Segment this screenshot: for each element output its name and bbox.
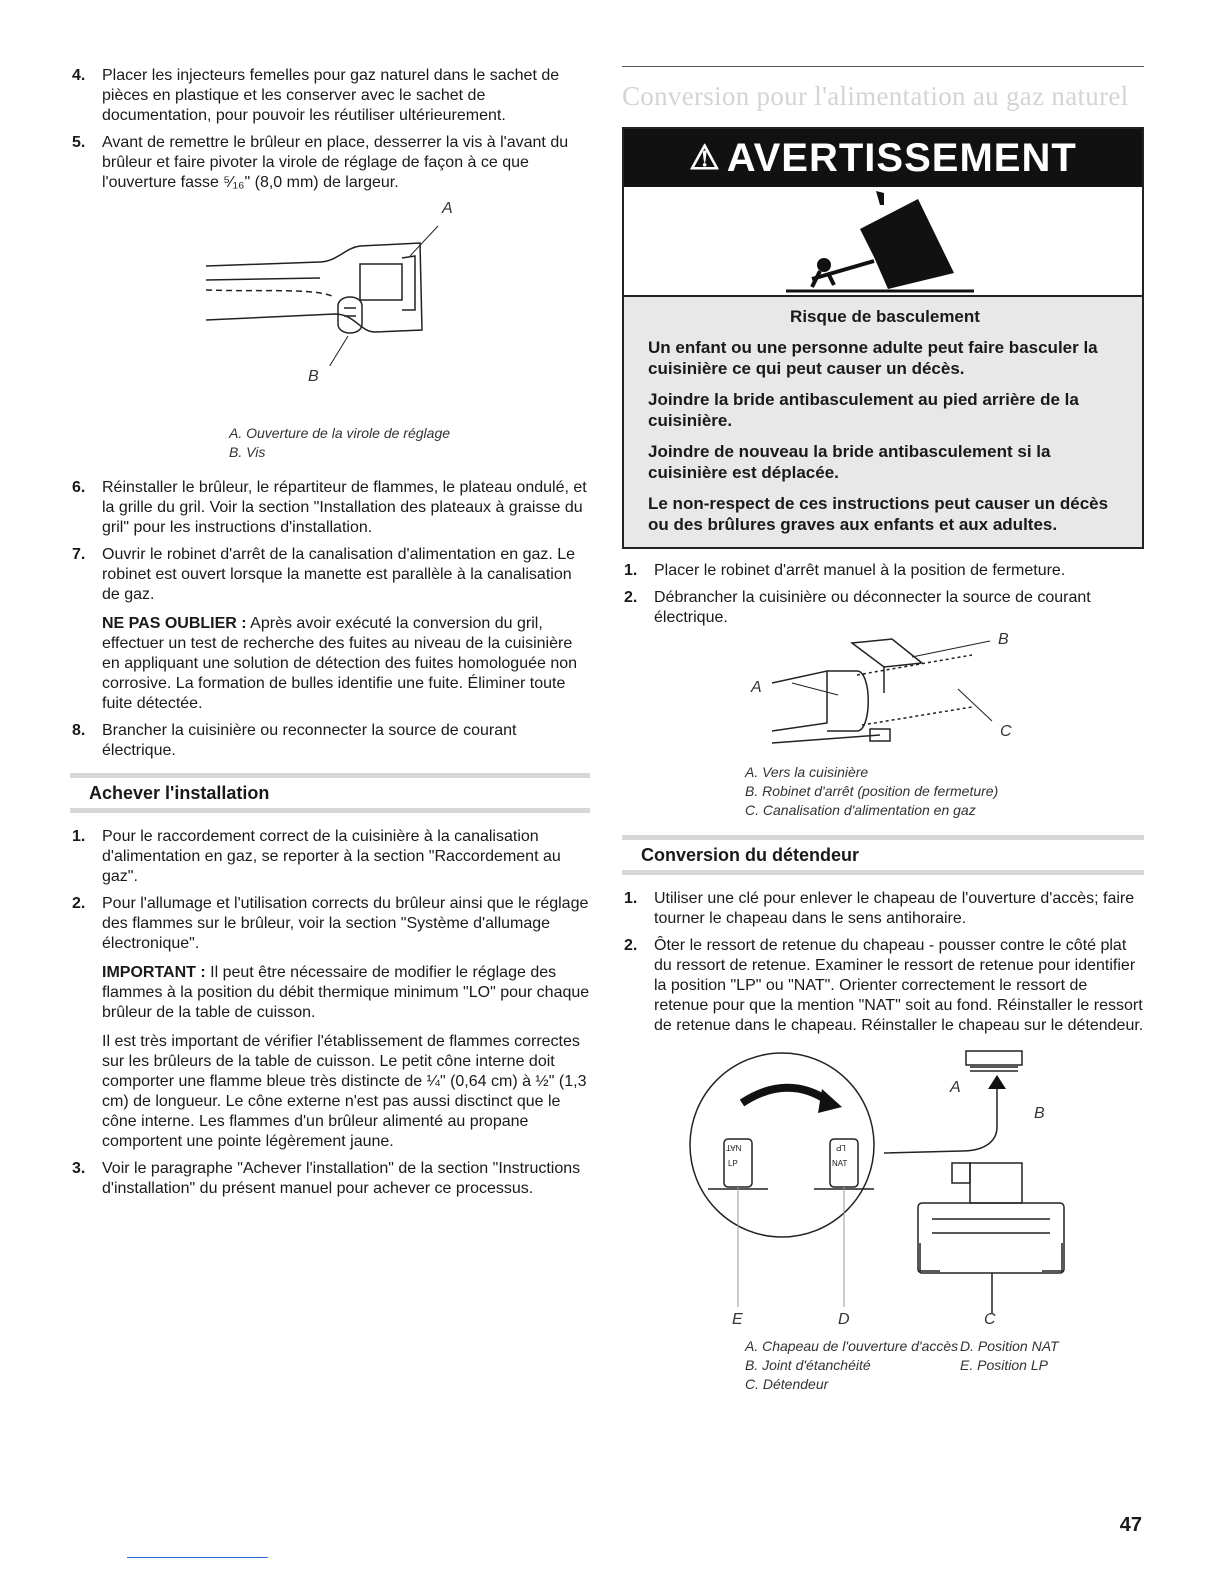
left-column (70, 66, 590, 1206)
warning-title: AVERTISSEMENT (726, 135, 1077, 180)
important-note (102, 963, 590, 1023)
legend-a: A. Ouverture de la virole de réglage (229, 425, 451, 441)
important-label: IMPORTANT : (102, 964, 206, 981)
page-number: 47 (1119, 1514, 1142, 1536)
step-text: Réinstaller le brûleur, le répartiteur de flammes, le plateau ondulé, et la grille du gril. Voir la section "Installation des plateaux à graisse du gril" pour les instructions d'installation. (102, 479, 587, 536)
warning-line-2: Joindre la bride antibasculement au pied arrière de la cuisinière. (648, 390, 1079, 430)
step-number: 1. (72, 828, 86, 845)
reg-step-1 (622, 889, 1144, 929)
legend-c: C. Canalisation d'alimentation en gaz (745, 802, 976, 818)
step-number: 4. (72, 67, 86, 84)
step-number: 2. (624, 589, 638, 606)
finish-step-1 (70, 827, 590, 887)
nat-flipped-label: NAT (726, 1143, 742, 1152)
top-rule (622, 66, 1144, 67)
step-text: Voir le paragraphe "Achever l'installation" de la section "Instructions d'installation" du présent manuel pour achever ce processus. (102, 1160, 581, 1197)
legend-e: E. Position LP (960, 1357, 1048, 1373)
section-heading: Achever l'installation (70, 773, 590, 813)
legend-d: D. Position NAT (960, 1338, 1059, 1354)
callout-c: C (1000, 723, 1012, 740)
step-5 (70, 133, 590, 193)
valve-figure (622, 631, 1144, 757)
step-text: Utiliser une clé pour enlever le chapeau de l'ouverture d'accès; faire tourner le chapeau dans le sens antihoraire. (654, 890, 1135, 927)
regulator-illustration (622, 1043, 1144, 1333)
callout-a: A (442, 200, 453, 217)
step-text: Ôter le ressort de retenue du chapeau - pousser contre le côté plat du ressort de retenue. Examiner le ressort de retenue pour identifier la position "LP" ou "NAT". Orienter correctement le ressort de retenue pour que la mention "NAT" soit au fond. Réinstaller le ressort de retenue dans le chapeau. Réinstaller le chapeau sur le détendeur. (654, 937, 1144, 1034)
flame-paragraph: Il est très important de vérifier l'établissement de flammes correctes sur les brûleurs de la table de cuisson. Le petit cône interne doit comporter une flamme bleue très distincte de ¼" (0,64 cm) à ½" (1,3 cm) de longueur. Le cône externe n'est pas aussi disctinct que le cône interne. Les flammes d'un brûleur alimenté au propane comportent une pointe légèrement jaune. (102, 1033, 587, 1150)
regulator-figure (622, 1043, 1144, 1333)
callout-c: C (984, 1311, 996, 1328)
lp-flipped-label: LP (836, 1143, 846, 1152)
tip-over-pictogram (624, 187, 1142, 297)
step-text: Pour le raccordement correct de la cuisinière à la canalisation d'alimentation en gaz, se reporter à la section "Raccordement au gaz". (102, 828, 561, 885)
step-text: Placer le robinet d'arrêt manuel à la position de fermeture. (654, 562, 1066, 579)
important-text: Il peut être nécessaire de modifier le réglage des flammes à la position du débit thermique minimum "LO" pour chaque brûleur de la table de cuisson. (102, 964, 590, 1021)
warning-triangle-icon: ⚠ (689, 139, 721, 177)
tip-over-icon (624, 187, 1142, 295)
step-6 (70, 478, 590, 538)
step-number: 2. (624, 937, 638, 954)
step-number: 1. (624, 562, 638, 579)
step-number: 8. (72, 722, 86, 739)
burner-legend (70, 424, 590, 462)
step-text: Brancher la cuisinière ou reconnecter la source de courant électrique. (102, 722, 517, 759)
legend-a: A. Chapeau de l'ouverture d'accès (745, 1338, 959, 1354)
callout-b: B (998, 631, 1009, 648)
legend-b: B. Joint d'étanchéité (745, 1357, 871, 1373)
section-heading: Conversion du détendeur (622, 835, 1144, 875)
warning-line-3: Joindre de nouveau la bride antibasculement si la cuisinière est déplacée. (648, 442, 1051, 482)
burner-illustration (70, 206, 590, 366)
finish-step-3 (70, 1159, 590, 1199)
burner-figure (70, 200, 590, 418)
step-number: 6. (72, 479, 86, 496)
legend-a: A. Vers la cuisinière (745, 764, 869, 780)
warning-banner (624, 129, 1142, 187)
shutoff-valve-illustration (622, 635, 1144, 757)
legend-b: B. Robinet d'arrêt (position de fermeture) (745, 783, 999, 799)
page-title: Conversion pour l'alimentation au gaz naturel (622, 81, 1129, 111)
nat-label: NAT (832, 1159, 848, 1168)
note-label: NE PAS OUBLIER : (102, 615, 247, 632)
step-text: Avant de remettre le brûleur en place, desserrer la vis à l'avant du brûleur et faire pivoter la virole de réglage de façon à ce que l'ouverture fasse ⁵⁄₁₆" (8,0 mm) de largeur. (102, 134, 569, 191)
callout-b: B (1034, 1105, 1045, 1122)
step-number: 2. (72, 895, 86, 912)
callout-d: D (838, 1311, 850, 1328)
note-text: Après avoir exécuté la conversion du gril, effectuer un test de recherche des fuites au niveau de la cuisinière en appliquant une solution de détection des fuites homologuée non corrosive. La formation de bulles identifie une fuite. Éliminer toute fuite détectée. (102, 615, 578, 712)
step-number: 3. (72, 1160, 86, 1177)
step-text: Placer les injecteurs femelles pour gaz naturel dans le sachet de pièces en plastique et les conserver avec le sachet de documentation, pour pouvoir les réutiliser ultérieurement. (102, 67, 560, 124)
regulator-legend (622, 1337, 1144, 1394)
conv-step-2 (622, 588, 1144, 628)
step-number: 7. (72, 546, 86, 563)
reminder-note (102, 614, 590, 714)
step-text: Ouvrir le robinet d'arrêt de la canalisation d'alimentation en gaz. Le robinet est ouvert lorsque la manette est parallèle à la canalisation de gaz. (102, 546, 576, 603)
warning-text (624, 297, 1142, 547)
legend-c: C. Détendeur (745, 1376, 829, 1392)
finish-step-2 (70, 894, 590, 1152)
warning-line-1: Un enfant ou une personne adulte peut faire basculer la cuisinière ce qui peut causer un décès. (648, 338, 1098, 378)
lp-label: LP (728, 1159, 738, 1168)
step-4 (70, 66, 590, 126)
step-number: 5. (72, 134, 86, 151)
callout-a: A (751, 679, 762, 696)
callout-e: E (732, 1311, 743, 1328)
conv-step-1 (622, 561, 1144, 581)
step-text: Pour l'allumage et l'utilisation corrects du brûleur ainsi que le réglage des flammes sur le brûleur, voir la section "Système d'allumage électronique". (102, 895, 589, 952)
risk-title: Risque de basculement (790, 307, 980, 326)
step-7 (70, 545, 590, 714)
valve-legend (622, 763, 1144, 820)
reg-step-2 (622, 936, 1144, 1036)
step-8 (70, 721, 590, 761)
legend-b: B. Vis (229, 444, 266, 460)
step-number: 1. (624, 890, 638, 907)
footnote-rule (127, 1557, 268, 1558)
callout-a: A (950, 1079, 961, 1096)
callout-b: B (308, 368, 319, 385)
right-column (622, 66, 1144, 1394)
step-text: Débrancher la cuisinière ou déconnecter la source de courant électrique. (654, 589, 1091, 626)
warning-line-4: Le non-respect de ces instructions peut causer un décès ou des brûlures graves aux enfants et aux adultes. (648, 494, 1109, 534)
warning-box (622, 127, 1144, 549)
